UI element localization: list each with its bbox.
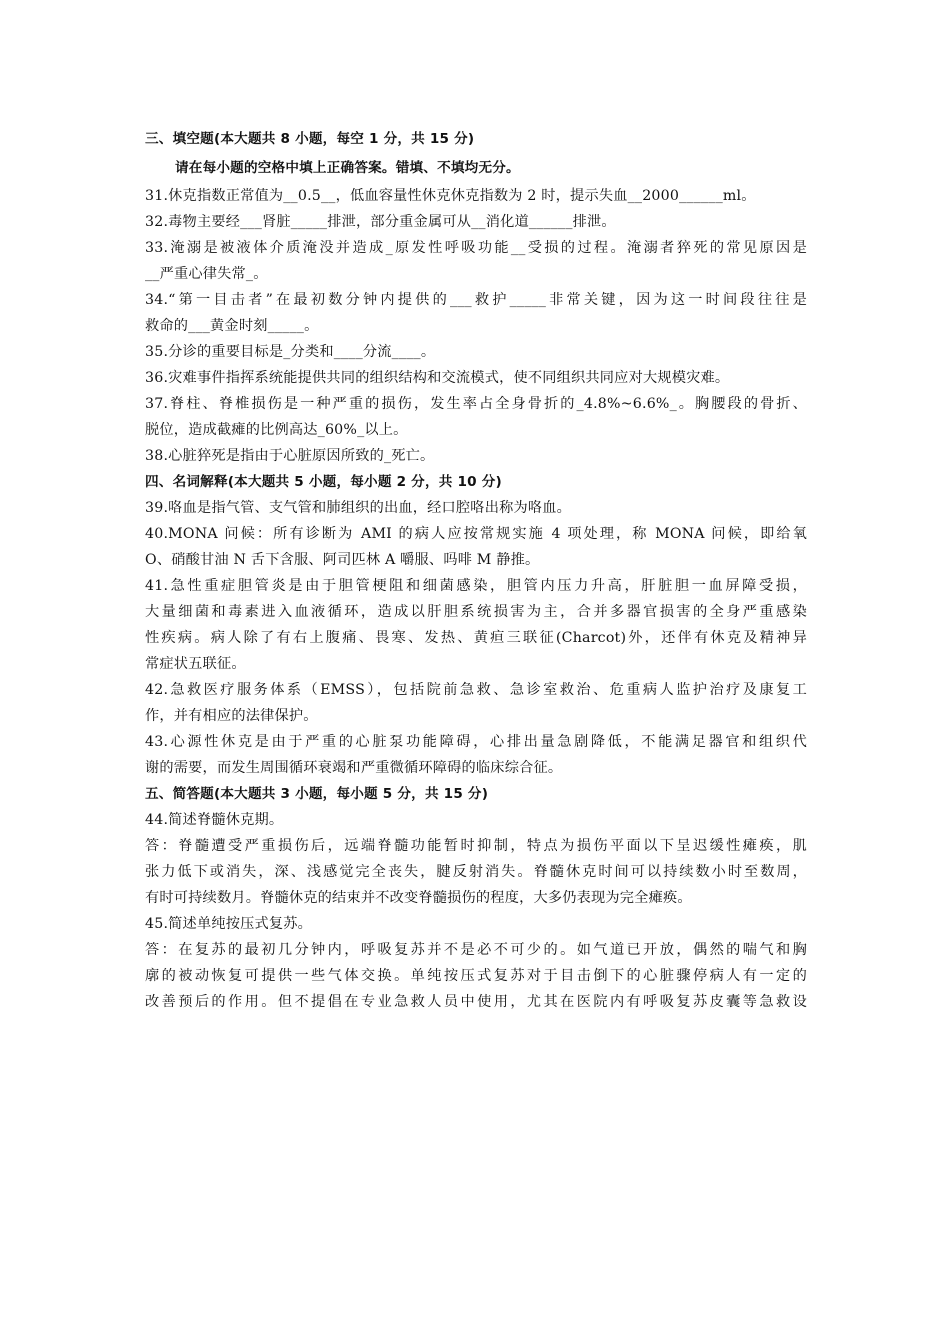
term-42-line-1: 42.急救医疗服务体系（EMSS），包括院前急救、急诊室救治、危重病人监护治疗及康复工 xyxy=(145,682,807,698)
section-3-heading: 三、填空题(本大题共 8 小题，每空 1 分，共 15 分) xyxy=(145,131,475,147)
term-41-line-3: 性疾病。病人除了有右上腹痛、畏寒、发热、黄疸三联征(Charcot)外，还伴有休克及精神异 xyxy=(145,630,807,646)
question-36: 36.灾难事件指挥系统能提供共同的组织结构和交流模式，使不同组织共同应对大规模灾难。 xyxy=(145,370,730,386)
term-41-line-1: 41.急性重症胆管炎是由于胆管梗阻和细菌感染，胆管内压力升高，肝脏胆一血屏障受损， xyxy=(145,578,807,594)
question-34-line-1: 34.“第一目击者”在最初数分钟内提供的___救护_____非常关键，因为这一时间段往往是 xyxy=(145,292,807,308)
section-4-heading: 四、名词解释(本大题共 5 小题，每小题 2 分，共 10 分) xyxy=(145,474,502,490)
question-37-line-1: 37.脊柱、脊椎损伤是一种严重的损伤，发生率占全身骨折的_4.8%~6.6%_。胸腰段的骨折、 xyxy=(145,396,807,412)
question-35: 35.分诊的重要目标是_分类和____分流____。 xyxy=(145,344,436,360)
answer-44-line-3: 有时可持续数月。脊髓休克的结束并不改变脊髓损伤的程度，大多仍表现为完全瘫痪。 xyxy=(145,890,692,906)
section-5-heading: 五、简答题(本大题共 3 小题，每小题 5 分，共 15 分) xyxy=(145,786,489,802)
document-page xyxy=(145,125,807,1015)
term-43-line-1: 43.心源性休克是由于严重的心脏泵功能障碍，心排出量急剧降低，不能满足器官和组织代 xyxy=(145,734,807,750)
answer-45-line-3: 改善预后的作用。但不提倡在专业急救人员中使用，尤其在医院内有呼吸复苏皮囊等急救设 xyxy=(145,994,807,1010)
term-40-line-2: O、硝酸甘油 N 舌下含服、阿司匹林 A 嚼服、吗啡 M 静推。 xyxy=(145,552,540,568)
question-31: 31.休克指数正常值为__0.5__，低血容量性休克休克指数为 2 时，提示失血__2000______ml。 xyxy=(145,188,756,204)
question-33-line-1: 33.淹溺是被液体介质淹没并造成_原发性呼吸功能__受损的过程。淹溺者猝死的常见原因是 xyxy=(145,240,807,256)
answer-45-line-2: 廓的被动恢复可提供一些气体交换。单纯按压式复苏对于目击倒下的心脏骤停病人有一定的 xyxy=(145,968,807,984)
question-45: 45.简述单纯按压式复苏。 xyxy=(145,916,313,932)
answer-44-line-2: 张力低下或消失，深、浅感觉完全丧失，腱反射消失。脊髓休克时间可以持续数小时至数周， xyxy=(145,864,807,880)
answer-44-line-1: 答：脊髓遭受严重损伤后，远端脊髓功能暂时抑制，特点为损伤平面以下呈迟缓性瘫痪，肌 xyxy=(145,838,807,854)
term-40-line-1: 40.MONA 问候：所有诊断为 AMI 的病人应按常规实施 4 项处理，称 MONA 问候，即给氧 xyxy=(145,526,807,542)
question-37-line-2: 脱位，造成截瘫的比例高达_60%_以上。 xyxy=(145,422,408,438)
term-39: 39.咯血是指气管、支气管和肺组织的出血，经口腔咯出称为咯血。 xyxy=(145,500,572,516)
question-44: 44.简述脊髓休克期。 xyxy=(145,812,284,828)
question-32: 32.毒物主要经___肾脏_____排泄，部分重金属可从__消化道______排泄。 xyxy=(145,214,616,230)
term-41-line-2: 大量细菌和毒素进入血液循环，造成以肝胆系统损害为主，合并多器官损害的全身严重感染 xyxy=(145,604,807,620)
answer-45-line-1: 答：在复苏的最初几分钟内，呼吸复苏并不是必不可少的。如气道已开放，偶然的喘气和胸 xyxy=(145,942,807,958)
question-33-line-2: __严重心律失常_。 xyxy=(145,266,268,282)
term-41-line-4: 常症状五联征。 xyxy=(145,656,246,672)
section-3-instruction: 请在每小题的空格中填上正确答案。错填、不填均无分。 xyxy=(175,160,520,176)
term-43-line-2: 谢的需要，而发生周围循环衰竭和严重微循环障碍的临床综合征。 xyxy=(145,760,563,776)
term-42-line-2: 作，并有相应的法律保护。 xyxy=(145,708,318,724)
question-38: 38.心脏猝死是指由于心脏原因所致的_死亡。 xyxy=(145,448,435,464)
question-34-line-2: 救命的___黄金时刻_____。 xyxy=(145,318,319,334)
